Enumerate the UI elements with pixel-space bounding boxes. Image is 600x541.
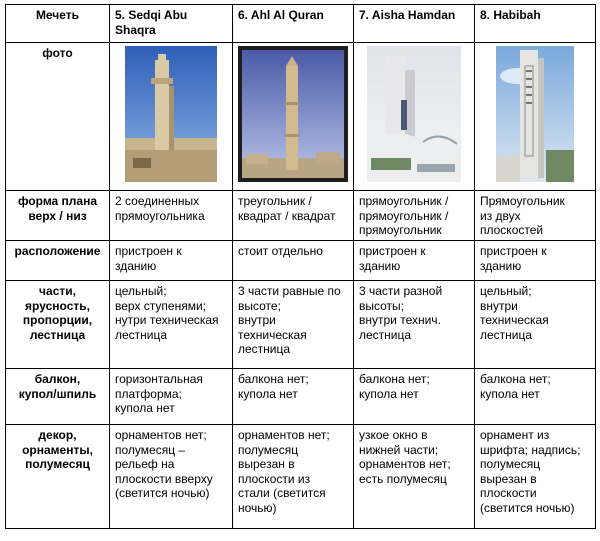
photo-cell-8 — [475, 43, 596, 191]
table-cell: пристроен к зданию — [110, 241, 233, 281]
table-cell: 2 соединенных прямоугольника — [110, 191, 233, 241]
table-cell: 3 части равные по высоте; внутри техническая лестница — [233, 281, 354, 369]
photo-cell-5 — [110, 43, 233, 191]
row-label-decor: декор, орнаменты, полумесяц — [6, 425, 110, 529]
table-cell: пристроен к зданию — [475, 241, 596, 281]
row-label-balcony: балкон, купол/шпиль — [6, 369, 110, 425]
photo-mosque-7 — [367, 46, 461, 182]
row-label-parts: части, ярусность, пропорции, лестница — [6, 281, 110, 369]
table-cell: балкона нет; купола нет — [354, 369, 475, 425]
table-cell: цельный; верх ступенями; нутри техническая лестница — [110, 281, 233, 369]
comparison-table — [5, 4, 596, 529]
table-row — [6, 191, 596, 241]
table-cell: прямоугольник / прямоугольник / прямоугольник — [354, 191, 475, 241]
photo-mosque-6 — [238, 46, 348, 182]
table-row — [6, 369, 596, 425]
table-cell: 3 части разной высоты; внутри технич. лестница — [354, 281, 475, 369]
row-label-location: расположение — [6, 241, 110, 281]
table-cell: горизонтальная платформа; купола нет — [110, 369, 233, 425]
header-mosque-7: 7. Aisha Hamdan — [354, 5, 475, 43]
table-cell: орнамент из шрифта; надпись; полумесяц вырезан в плоскости (светится ночью) — [475, 425, 596, 529]
table-row — [6, 425, 596, 529]
photo-mosque-8 — [496, 46, 574, 182]
table-cell: орнаментов нет; полумесяц вырезан в плоскости из стали (светится ночью) — [233, 425, 354, 529]
table-cell: пристроен к зданию — [354, 241, 475, 281]
row-label-photo: фото — [6, 43, 110, 191]
photo-cell-6 — [233, 43, 354, 191]
table-cell: орнаментов нет; полумесяц – рельеф на плоскости вверху (светится ночью) — [110, 425, 233, 529]
table-cell: балкона нет; купола нет — [233, 369, 354, 425]
header-mosque-label: Мечеть — [6, 5, 110, 43]
header-mosque-8: 8. Habibah — [475, 5, 596, 43]
table-cell: узкое окно в нижней части; орнаментов нет; есть полумесяц — [354, 425, 475, 529]
header-row — [6, 5, 596, 43]
photo-row — [6, 43, 596, 191]
table-row — [6, 241, 596, 281]
table-cell: цельный; внутри техническая лестница — [475, 281, 596, 369]
row-label-plan: форма плана верх / низ — [6, 191, 110, 241]
table-cell: Прямоугольник из двух плоскостей — [475, 191, 596, 241]
photo-mosque-5 — [125, 46, 217, 182]
table-cell: стоит отдельно — [233, 241, 354, 281]
table-row — [6, 281, 596, 369]
header-mosque-5: 5. Sedqi Abu Shaqra — [110, 5, 233, 43]
header-mosque-6: 6. Ahl Al Quran — [233, 5, 354, 43]
table-cell: балкона нет; купола нет — [475, 369, 596, 425]
table-cell: треугольник / квадрат / квадрат — [233, 191, 354, 241]
photo-cell-7 — [354, 43, 475, 191]
